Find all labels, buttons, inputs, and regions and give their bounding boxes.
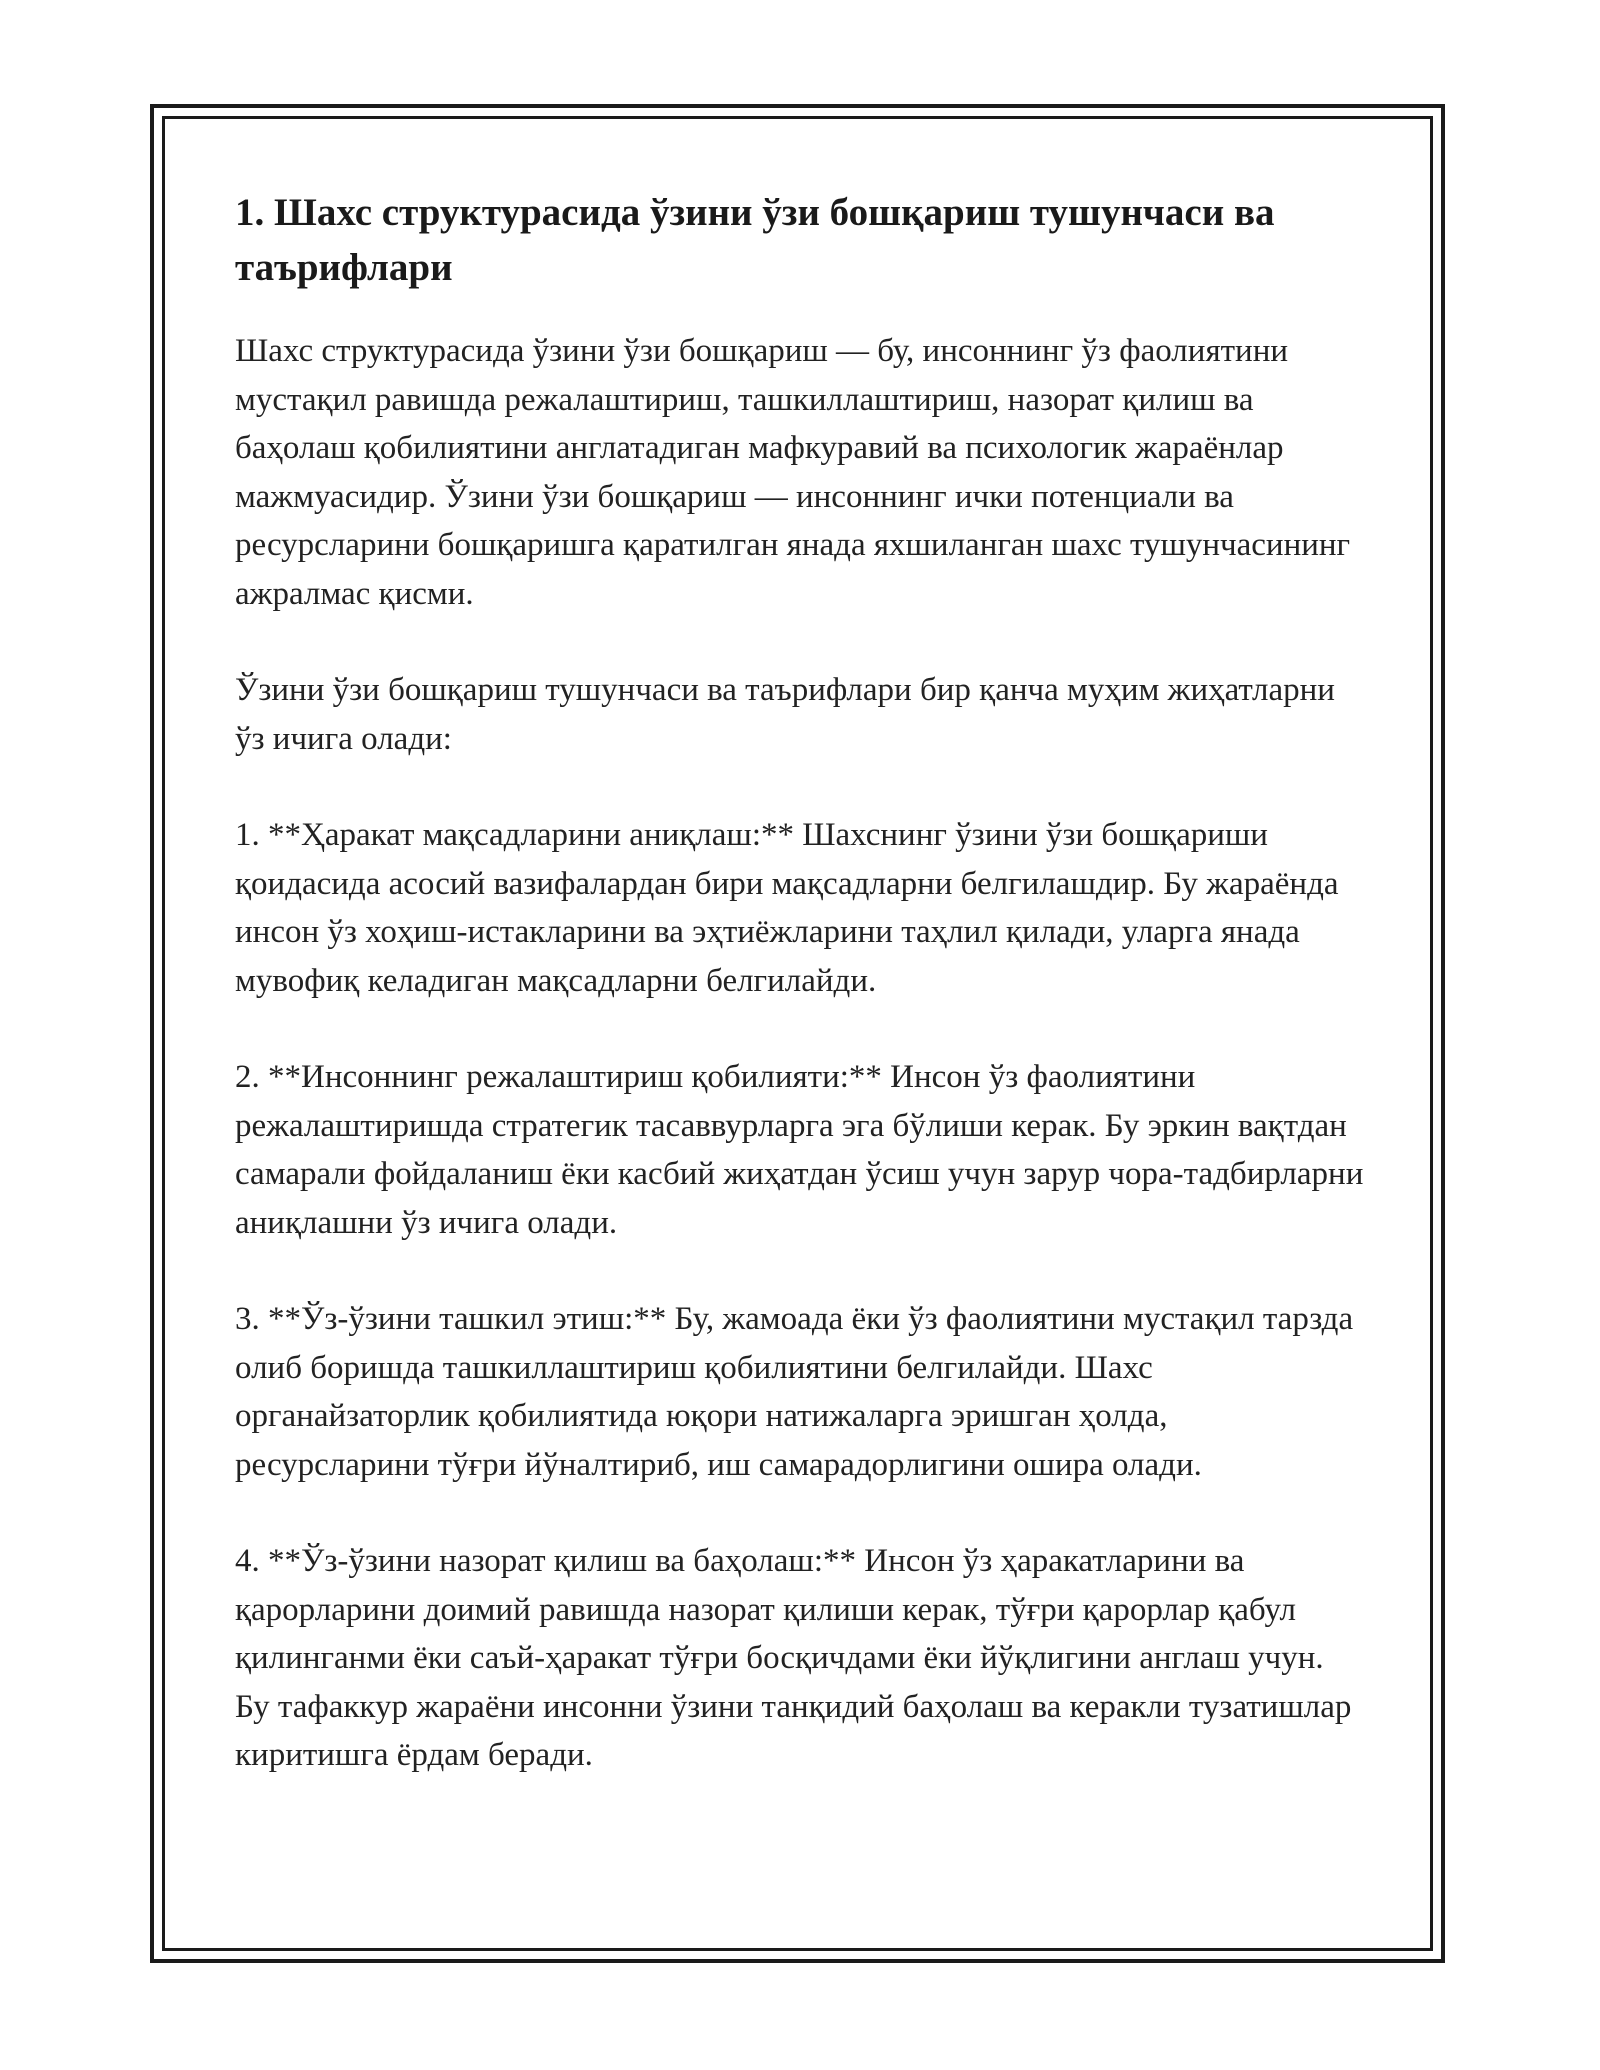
list-item-self-organization: 3. **Ўз-ўзини ташкил этиш:** Бу, жамоада ёки ўз фаолиятини мустақил тарзда олиб боришда ташкиллаштириш қобилиятини белгилайди. Шахс органайзаторлик қобилиятида юқори натижаларга эришган ҳолда, ресурсларини тўғри йўналтириб, иш самарадорлигини ошира олади. [235, 1301, 1354, 1483]
list-item-self-control: 4. **Ўз-ўзини назорат қилиш ва баҳолаш:** Инсон ўз ҳаракатларини ва қарорларини доимий равишда назорат қилиши керак, тўғри қарорлар қабул қилинганми ёки саъй-ҳаракат тўғри босқичдами ёки йўқлигини англаш учун. Бу тафаккур жараёни инсонни ўзини танқидий баҳолаш ва керакли тузатишлар киритишга ёрдам беради. [235, 1543, 1352, 1773]
intro-paragraph: Шахс структурасида ўзини ўзи бошқариш — бу, инсоннинг ўз фаолиятини мустақил равишда режалаштириш, ташкиллаштириш, назорат қилиш ва баҳолаш қобилиятини англатадиган мафкуравий ва психологик жараёнлар мажмуасидир. Ўзини ўзи бошқариш — инсоннинг ички потенциали ва ресурсларини бошқаришга қаратилган янада яхшиланган шахс тушунчасининг ажралмас қисми. [235, 333, 1351, 612]
document-body [235, 185, 1365, 1780]
list-item-planning: 2. **Инсоннинг режалаштириш қобилияти:** Инсон ўз фаолиятини режалаштиришда стратегик тасаввурларга эга бўлиши керак. Бу эркин вақтдан самарали фойдаланиш ёки касбий жиҳатдан ўсиш учун зарур чора-тадбирларни аниқлашни ўз ичига олади. [235, 1059, 1364, 1241]
section-heading: 1. Шахс структурасида ўзини ўзи бошқариш тушунчаси ва таърифлари [235, 191, 1275, 289]
aspects-lead-paragraph: Ўзини ўзи бошқариш тушунчаси ва таърифлари бир қанча муҳим жиҳатларни ўз ичига олади: [235, 672, 1335, 757]
list-item-goal-setting: 1. **Ҳаракат мақсадларини аниқлаш:** Шахснинг ўзини ўзи бошқариши қоидасида асосий вазифалардан бири мақсадларни белгилашдир. Бу жараёнда инсон ўз хоҳиш-истакларини ва эҳтиёжларини таҳлил қилади, уларга янада мувофиқ келадиган мақсадларни белгилайди. [235, 817, 1339, 999]
